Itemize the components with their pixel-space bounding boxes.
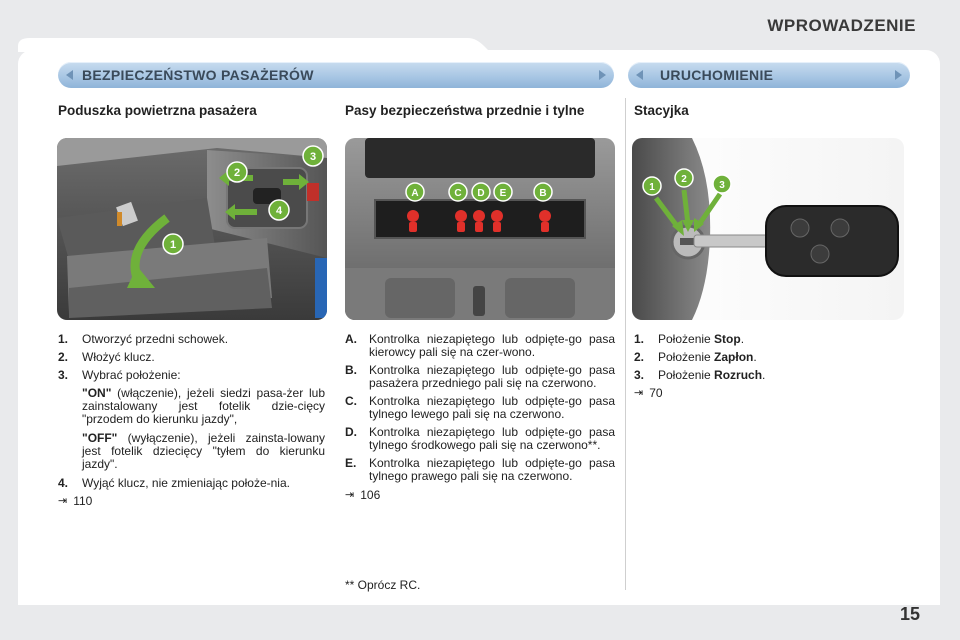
svg-text:C: C [454,188,462,199]
banner-label: URUCHOMIENIE [660,67,774,83]
heading-seat-belts: Pasy bezpieczeństwa przednie i tylne [345,103,585,118]
footnote: ** Oprócz RC. [345,578,421,592]
callout-4-icon [269,200,289,220]
photo-glovebox-airbag-switch [57,138,327,320]
section-banner-passenger-safety [58,62,614,88]
list-item: 1. Otworzyć przedni schowek. [58,332,229,346]
section-banner-starting [628,62,910,88]
callout-3-icon [713,175,731,193]
svg-text:3: 3 [719,180,725,191]
page-reference: ⇥ 110 [58,494,93,508]
heading-passenger-airbag: Poduszka powietrzna pasażera [58,103,257,118]
list-item: C. Kontrolka niezapiętego lub odpięte-go pasa tylnego lewego pali się na czerwono. [345,394,615,421]
svg-text:1: 1 [649,182,655,193]
svg-text:3: 3 [309,151,317,163]
list-item: 2. Włożyć klucz. [58,350,155,364]
banner-arrow-left-icon [66,70,73,80]
svg-text:4: 4 [275,205,283,217]
list-item: D. Kontrolka niezapiętego lub odpięte-go pasa tylnego środkowego pali się na czerwono**. [345,425,615,452]
page-number: 15 [899,604,920,624]
ignition-positions [634,333,904,400]
double-arrow-right-icon: ⇥ [345,489,355,501]
svg-text:2: 2 [681,174,687,185]
callout-1-icon [163,234,183,254]
callout-a-icon [406,183,424,201]
page-panel [18,50,940,605]
list-item: 2. Położenie Zapłon. [634,350,757,364]
double-arrow-right-icon: ⇥ [58,495,68,507]
banner-arrow-right-icon [599,70,606,80]
double-arrow-right-icon: ⇥ [634,387,644,399]
callout-2-icon [227,162,247,182]
page-reference: ⇥ 70 [634,386,663,400]
svg-text:2: 2 [233,167,241,179]
callout-b-icon [534,183,552,201]
banner-label: BEZPIECZEŃSTWO PASAŻERÓW [82,67,314,83]
list-item: 3. Położenie Rozruch. [634,368,766,382]
svg-text:B: B [539,188,547,199]
callout-e-icon [494,183,512,201]
list-item: 3. Wybrać położenie: "ON" (włączenie), jeżeli siedzi pasa-żer lub zainstalowany jest fotelik dzie-cięcy "przodem do kierunku jazdy", "OFF" (wyłączenie), jeżeli zainsta-lowany jest fotelik dziecięcy "tyłem do kierunku jazdy". [58,368,325,471]
column-divider [625,98,626,590]
svg-text:A: A [411,188,419,199]
list-item: E. Kontrolka niezapiętego lub odpięte-go pasa tylnego prawego pali się na czerwono. [345,456,615,483]
callout-1-icon [643,177,661,195]
callout-d-icon [472,183,490,201]
svg-text:D: D [477,188,485,199]
heading-ignition: Stacyjka [634,103,689,118]
chapter-title: WPROWADZENIE [767,16,916,35]
callout-2-icon [675,169,693,187]
sub-item-off: "OFF" (wyłączenie), jeżeli zainsta-lowany jest fotelik dziecięcy "tyłem do kierunku jazdy". [82,431,325,471]
svg-text:1: 1 [169,239,177,251]
list-item: A. Kontrolka niezapiętego lub odpięte-go pasa kierowcy pali się na czer-wono. [345,332,615,359]
callout-3-icon [303,146,323,166]
photo-seatbelt-warning-lamps [345,138,615,320]
seatbelt-lamp-legend [345,333,615,502]
banner-arrow-right-icon [895,70,902,80]
callout-c-icon [449,183,467,201]
banner-arrow-left-icon [636,70,643,80]
sub-item-on: "ON" (włączenie), jeżeli siedzi pasa-żer lub zainstalowany jest fotelik dzie-cięcy "przodem do kierunku jazdy", [82,386,325,426]
photo-ignition-key [632,138,904,320]
airbag-instructions [58,333,325,508]
list-item: B. Kontrolka niezapiętego lub odpięte-go pasa pasażera przedniego pali się na czerwono. [345,363,615,390]
list-item: 1. Położenie Stop. [634,332,745,346]
svg-text:E: E [499,188,507,199]
page-reference: ⇥ 106 [345,488,381,502]
list-item: 4. Wyjąć klucz, nie zmieniając położe-nia. [58,476,290,490]
